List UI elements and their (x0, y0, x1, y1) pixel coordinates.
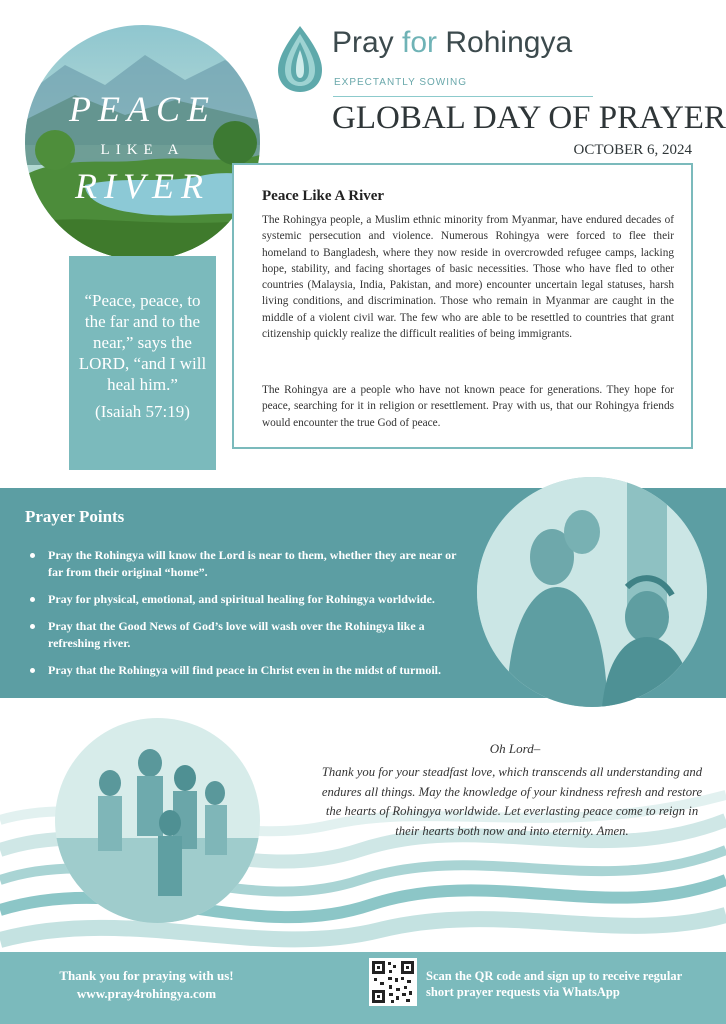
article-heading: Peace Like A River (262, 188, 385, 204)
prayer-body: Thank you for your steadfast love, which transcends all understanding and endures all things. May the knowledge of your kindness refresh and restore the hearts of Rohingya worldwide. Let everlasting peace come to reign in their hearts both now and into eternity. Amen. (321, 765, 703, 838)
header-divider (333, 96, 593, 97)
hero-line-2: LIKE A (100, 142, 185, 158)
qr-code-icon[interactable] (369, 958, 417, 1006)
footer-thanks: Thank you for praying with us! (59, 968, 234, 983)
prayer-salutation: Oh Lord– (489, 741, 541, 756)
hero-title (25, 25, 260, 260)
bullet-icon (30, 624, 35, 629)
verse-text: “Peace, peace, to the far and to the near,” says the LORD, “and I will heal him.” (78, 291, 207, 394)
logo-icon (276, 24, 324, 94)
footer-website-link[interactable]: www.pray4rohingya.com (76, 986, 217, 1001)
brand-name: Pray for Rohingya (332, 26, 573, 59)
children-photo (55, 718, 260, 923)
bullet-icon (30, 597, 35, 602)
event-title: GLOBAL DAY OF PRAYER (332, 100, 726, 136)
hero-line-3: RIVER (75, 166, 210, 206)
prayer-points-list (26, 547, 470, 689)
prayer-points-title: Prayer Points (25, 507, 125, 526)
list-item: Pray the Rohingya will know the Lord is near to them, whether they are near or far from their original “home”. (26, 547, 470, 581)
tagline: EXPECTANTLY SOWING (334, 77, 468, 88)
article-paragraph-2: The Rohingya are a people who have not known peace for generations. They hope for peace, searching for it in religion or resettlement. Pray with us, that our Rohingya friends would encounter the true God of peace. (262, 384, 674, 429)
article-paragraph-1: The Rohingya people, a Muslim ethnic minority from Myanmar, have endured decades of systemic persecution and violence. Numerous Rohingya were forced to flee their homeland to Bangladesh, where they now reside in overcrowded refugee camps, lacking hope, stability, and facing shortages of basic necessities. Those who have fled to other countries (Malaysia, India, Pakistan, and more) encounter uncertain legal statuses, harsh living conditions, and discrimination. Those who remain in Myanmar are caught in the middle of a violent civil war. The few who are able to be resettled to countries that grant citizenship quickly realize the difficult realities of being immigrants. (262, 214, 674, 341)
women-photo (477, 477, 707, 707)
bullet-icon (30, 553, 35, 558)
event-date: OCTOBER 6, 2024 (573, 142, 692, 158)
list-item: Pray for physical, emotional, and spiritual healing for Rohingya worldwide. (26, 591, 470, 608)
bullet-icon (30, 668, 35, 673)
hero-line-1: PEACE (69, 89, 216, 129)
qr-instructions: Scan the QR code and sign up to receive regular short prayer requests via WhatsApp (426, 969, 682, 999)
list-item: Pray that the Rohingya will find peace in Christ even in the midst of turmoil. (26, 662, 470, 679)
list-item: Pray that the Good News of God’s love will wash over the Rohingya like a refreshing river. (26, 618, 470, 652)
verse-reference: (Isaiah 57:19) (95, 402, 190, 421)
